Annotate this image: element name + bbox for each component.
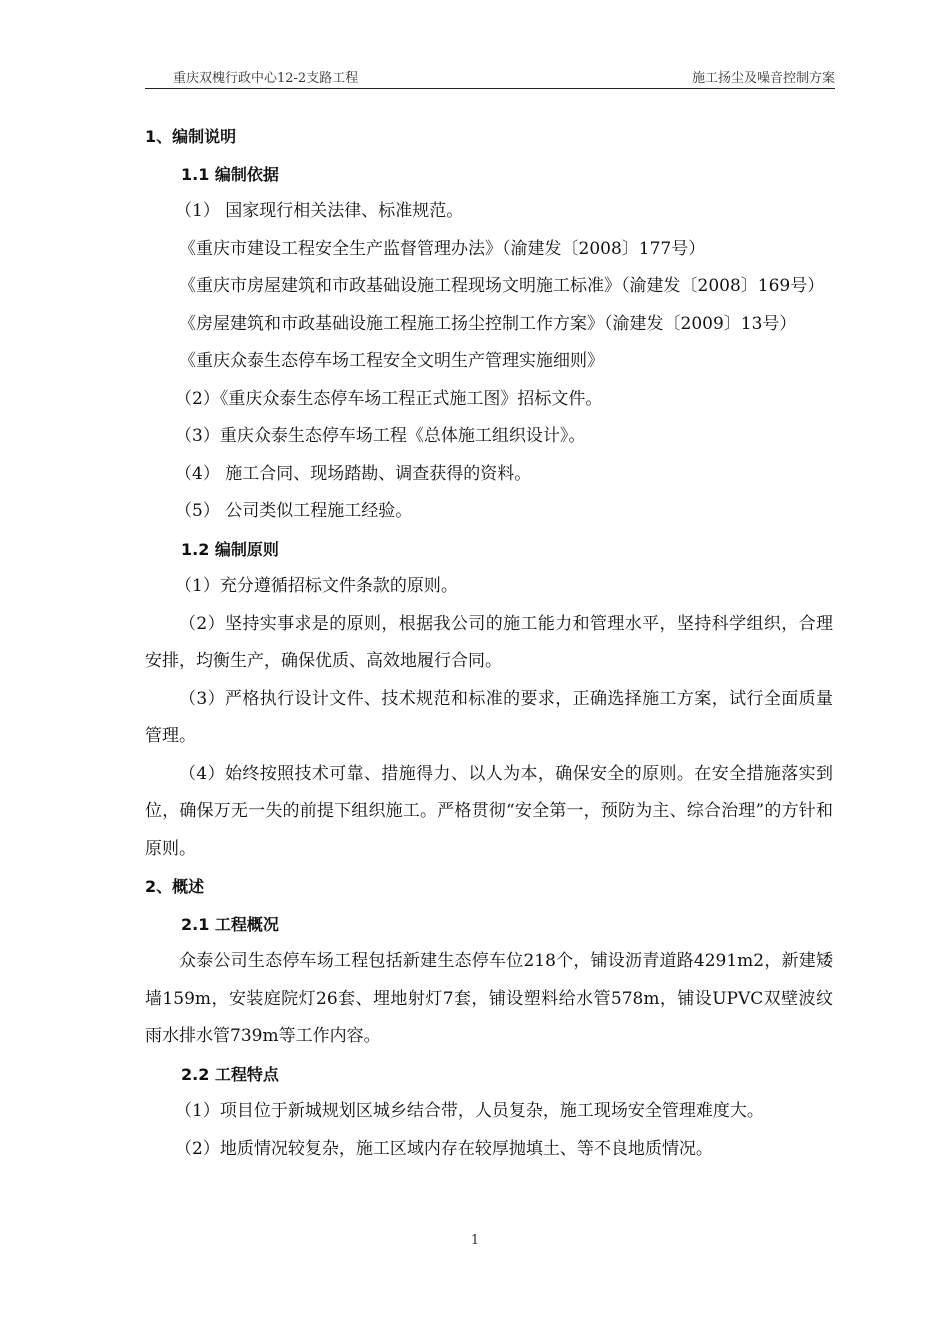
paragraph: （2）地质情况较复杂，施工区域内存在较厚抛填土、等不良地质情况。 xyxy=(175,1138,713,1159)
paragraph: （1） 国家现行相关法律、标准规范。 xyxy=(175,201,464,221)
subsection-heading: 1.2 编制原则 xyxy=(181,539,279,559)
paragraph: （3）重庆众泰生态停车场工程《总体施工组织设计》。 xyxy=(175,426,586,446)
paragraph: （2）《重庆众泰生态停车场工程正式施工图》招标文件。 xyxy=(175,388,603,409)
paragraph: （5） 公司类似工程施工经验。 xyxy=(175,501,413,521)
subsection-heading: 1.1 编制依据 xyxy=(181,164,279,184)
paragraph: 《重庆市房屋建筑和市政基础设施工程现场文明施工标准》（渝建发〔2008〕169号） xyxy=(179,276,825,296)
paragraph: （4）始终按照技术可靠、措施得力、以人为本，确保安全的原则。在安全措施落实到位，确保万无一失的前提下组织施工。严格贯彻“安全第一，预防为主、综合治理”的方针和原则。 xyxy=(145,763,833,859)
paragraph: （3）严格执行设计文件、技术规范和标准的要求，正确选择施工方案，试行全面质量管理。 xyxy=(145,688,833,746)
section-heading: 2、概述 xyxy=(145,877,205,896)
paragraph: 《重庆市建设工程安全生产监督管理办法》（渝建发〔2008〕177号） xyxy=(179,238,706,259)
paragraph: （1）项目位于新城规划区城乡结合带，人员复杂，施工现场安全管理难度大。 xyxy=(175,1101,764,1121)
paragraph: 《重庆众泰生态停车场工程安全文明生产管理实施细则》 xyxy=(179,351,604,371)
paragraph: （2）坚持实事求是的原则，根据我公司的施工能力和管理水平，坚持科学组织，合理安排，均衡生产，确保优质、高效地履行合同。 xyxy=(145,613,833,671)
section-heading: 1、编制说明 xyxy=(145,127,237,146)
paragraph: （4） 施工合同、现场踏勘、调查获得的资料。 xyxy=(175,463,532,484)
subsection-heading: 2.2 工程特点 xyxy=(181,1064,279,1084)
subsection-heading: 2.1 工程概况 xyxy=(181,914,279,934)
document-body xyxy=(145,118,833,1168)
paragraph: （1）充分遵循招标文件条款的原则。 xyxy=(175,576,458,596)
page-header xyxy=(145,70,835,89)
header-document-title: 施工扬尘及噪音控制方案 xyxy=(691,71,835,86)
page-number: 1 xyxy=(470,1233,480,1248)
paragraph: 《房屋建筑和市政基础设施工程施工扬尘控制工作方案》（渝建发〔2009〕13号） xyxy=(179,313,797,334)
paragraph: 众泰公司生态停车场工程包括新建生态停车位218个，铺设沥青道路4291m2，新建矮墙159m，安装庭院灯26套、埋地射灯7套，铺设塑料给水管578m，铺设UPVC双壁波纹雨水排水管739m等工作内容。 xyxy=(145,951,833,1046)
header-project-name: 重庆双槐行政中心12-2支路工程 xyxy=(173,71,359,86)
